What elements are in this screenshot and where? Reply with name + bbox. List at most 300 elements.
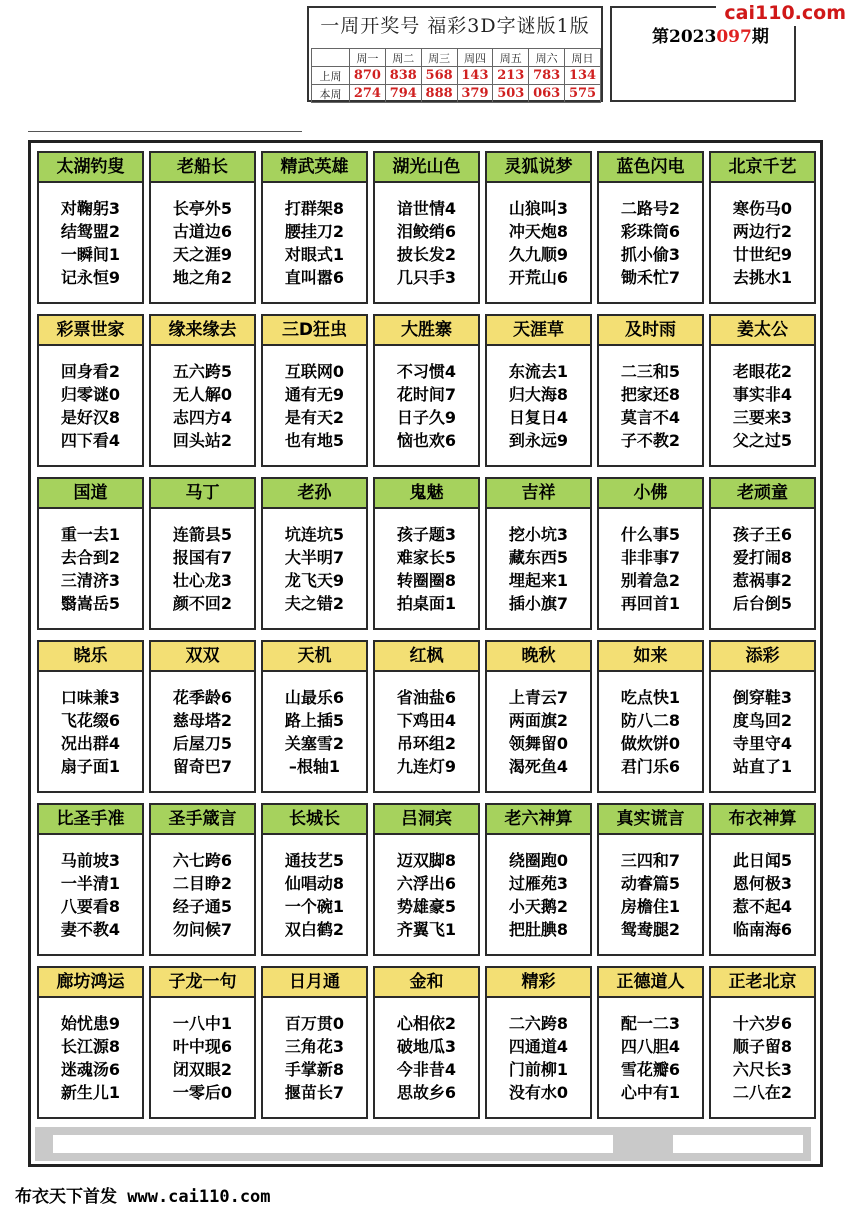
draw-number: 838 bbox=[385, 67, 421, 85]
riddle-line: 结鸳盟2 bbox=[60, 222, 121, 241]
riddle-line: 锄禾忙7 bbox=[620, 268, 681, 287]
riddle-lines bbox=[487, 197, 590, 289]
riddle-line: 二八在2 bbox=[732, 1083, 793, 1102]
riddle-line: 通技艺5 bbox=[284, 851, 345, 870]
day-header: 周一 bbox=[350, 49, 386, 67]
riddle-cell bbox=[261, 640, 368, 793]
riddle-line: 两边行2 bbox=[732, 222, 793, 241]
riddle-line: 日子久9 bbox=[396, 408, 457, 427]
riddle-cell-title: 姜太公 bbox=[711, 316, 814, 346]
riddle-lines bbox=[487, 849, 590, 941]
riddle-line: 站直了1 bbox=[732, 757, 793, 776]
riddle-line: 什么事5 bbox=[620, 525, 681, 544]
riddle-lines bbox=[487, 523, 590, 615]
riddle-line: –根轴1 bbox=[288, 757, 341, 776]
riddle-line: 报国有7 bbox=[172, 548, 233, 567]
riddle-line: 破地瓜3 bbox=[396, 1037, 457, 1056]
riddle-cell bbox=[373, 151, 480, 304]
riddle-line: 再回首1 bbox=[620, 594, 681, 613]
riddle-cell bbox=[37, 803, 144, 956]
riddle-cell-title: 灵狐说梦 bbox=[487, 153, 590, 183]
riddle-line: 做炊饼0 bbox=[620, 734, 681, 753]
riddle-lines bbox=[39, 523, 142, 615]
riddle-line: 度鸟回2 bbox=[732, 711, 793, 730]
riddle-line: 把家还8 bbox=[620, 385, 681, 404]
riddle-line: 二三和5 bbox=[620, 362, 681, 381]
riddle-line: 下鸡田4 bbox=[396, 711, 457, 730]
riddle-cell bbox=[261, 803, 368, 956]
riddle-cell-title: 真实谎言 bbox=[599, 805, 702, 835]
riddle-line: 坑连坑5 bbox=[284, 525, 345, 544]
riddle-line: 五六跨5 bbox=[172, 362, 233, 381]
riddle-line: 房檐住1 bbox=[620, 897, 681, 916]
riddle-line: 双白鹤2 bbox=[284, 920, 345, 939]
weekly-draw-title: 一周开奖号 福彩3D字谜版1版 bbox=[320, 15, 590, 37]
riddle-line: 无人解0 bbox=[172, 385, 233, 404]
riddle-cell-title: 金和 bbox=[375, 968, 478, 998]
riddle-line: 不习惯4 bbox=[396, 362, 457, 381]
footer-blank-right bbox=[673, 1135, 803, 1153]
riddle-cell bbox=[597, 966, 704, 1119]
riddle-line: 一八中1 bbox=[172, 1014, 233, 1033]
riddle-lines bbox=[151, 849, 254, 941]
riddle-line: 三角花3 bbox=[284, 1037, 345, 1056]
riddle-line: 配一二3 bbox=[620, 1014, 681, 1033]
riddle-cell-title: 正老北京 bbox=[711, 968, 814, 998]
riddle-line: 记永恒9 bbox=[60, 268, 121, 287]
riddle-line: 父之过5 bbox=[732, 431, 793, 450]
riddle-line: 插小旗7 bbox=[508, 594, 569, 613]
riddle-cell bbox=[709, 803, 816, 956]
riddle-line: 几只手3 bbox=[396, 268, 457, 287]
day-header: 周四 bbox=[457, 49, 493, 67]
riddle-lines bbox=[711, 197, 814, 289]
riddle-line: 二目睁2 bbox=[172, 874, 233, 893]
riddle-line: 花季龄6 bbox=[172, 688, 233, 707]
row-label: 上周 bbox=[312, 67, 350, 85]
riddle-line: 始忧患9 bbox=[60, 1014, 121, 1033]
riddle-lines bbox=[711, 360, 814, 452]
riddle-line: 孩子题3 bbox=[396, 525, 457, 544]
riddle-line: 上青云7 bbox=[508, 688, 569, 707]
riddle-line: 抓小偷3 bbox=[620, 245, 681, 264]
riddle-line: 留奇巴7 bbox=[172, 757, 233, 776]
riddle-line: 三四和7 bbox=[620, 851, 681, 870]
riddle-line: 连箭县5 bbox=[172, 525, 233, 544]
riddle-line: 谙世情4 bbox=[396, 199, 457, 218]
riddle-cell-title: 彩票世家 bbox=[39, 316, 142, 346]
riddle-line: 彩珠筒6 bbox=[620, 222, 681, 241]
riddle-line: 新生儿1 bbox=[60, 1083, 121, 1102]
riddle-line: 二六跨8 bbox=[508, 1014, 569, 1033]
riddle-lines bbox=[599, 849, 702, 941]
riddle-line: 颜不回2 bbox=[172, 594, 233, 613]
riddle-line: 三清济3 bbox=[60, 571, 121, 590]
riddle-line: 地之角2 bbox=[172, 268, 233, 287]
riddle-line: 寺里守4 bbox=[732, 734, 793, 753]
riddle-line: 临南海6 bbox=[732, 920, 793, 939]
riddle-line: 揠苗长7 bbox=[284, 1083, 345, 1102]
riddle-line: 久九顺9 bbox=[508, 245, 569, 264]
riddle-line: 迷魂汤6 bbox=[60, 1060, 121, 1079]
riddle-cell bbox=[485, 640, 592, 793]
riddle-line: 互联网0 bbox=[284, 362, 345, 381]
riddle-line: 开荒山6 bbox=[508, 268, 569, 287]
riddle-line: 君门乐6 bbox=[620, 757, 681, 776]
riddle-lines bbox=[375, 523, 478, 615]
riddle-cell-title: 晚秋 bbox=[487, 642, 590, 672]
weekly-draw-panel bbox=[307, 6, 603, 102]
riddle-line: 花时间7 bbox=[396, 385, 457, 404]
riddle-line: 天之涯9 bbox=[172, 245, 233, 264]
riddle-line: 八要看8 bbox=[60, 897, 121, 916]
riddle-line: 通有无9 bbox=[284, 385, 345, 404]
riddle-line: 打群架8 bbox=[284, 199, 345, 218]
draw-number: 575 bbox=[565, 85, 601, 103]
riddle-line: 领舞留0 bbox=[508, 734, 569, 753]
bottom-credit: 布衣天下首发 www.cai110.com bbox=[15, 1187, 271, 1207]
riddle-cell bbox=[597, 803, 704, 956]
riddle-lines bbox=[151, 686, 254, 778]
riddle-line: 拍桌面1 bbox=[396, 594, 457, 613]
riddle-cell bbox=[709, 966, 816, 1119]
riddle-line: 挖小坑3 bbox=[508, 525, 569, 544]
riddle-cell bbox=[373, 477, 480, 630]
day-header: 周三 bbox=[421, 49, 457, 67]
riddle-lines bbox=[39, 360, 142, 452]
riddle-line: 孩子王6 bbox=[732, 525, 793, 544]
riddle-line: 也有地5 bbox=[284, 431, 345, 450]
riddle-line: 长亭外5 bbox=[172, 199, 233, 218]
riddle-line: 两面旗2 bbox=[508, 711, 569, 730]
draw-number: 379 bbox=[457, 85, 493, 103]
riddle-cell-title: 吉祥 bbox=[487, 479, 590, 509]
day-header-row bbox=[312, 49, 601, 67]
riddle-line: 妻不教4 bbox=[60, 920, 121, 939]
riddle-cell bbox=[261, 151, 368, 304]
riddle-lines bbox=[375, 197, 478, 289]
riddle-cell-title: 日月通 bbox=[263, 968, 366, 998]
last-week-row bbox=[312, 67, 601, 85]
riddle-line: 慈母塔2 bbox=[172, 711, 233, 730]
riddle-line: 恼也欢6 bbox=[396, 431, 457, 450]
riddle-cell-title: 子龙一句 bbox=[151, 968, 254, 998]
riddle-cell bbox=[149, 151, 256, 304]
riddle-cell bbox=[149, 803, 256, 956]
riddle-line: 门前柳1 bbox=[508, 1060, 569, 1079]
riddle-line: 吊环组2 bbox=[396, 734, 457, 753]
riddle-line: 翳嵩岳5 bbox=[60, 594, 121, 613]
riddle-line: 省油盐6 bbox=[396, 688, 457, 707]
riddle-line: 子不教2 bbox=[620, 431, 681, 450]
riddle-cell-title: 晓乐 bbox=[39, 642, 142, 672]
riddle-lines bbox=[263, 197, 366, 289]
riddle-cell-title: 鬼魅 bbox=[375, 479, 478, 509]
riddle-line: 恩何极3 bbox=[732, 874, 793, 893]
riddle-cell-title: 吕洞宾 bbox=[375, 805, 478, 835]
riddle-line: 后台倒5 bbox=[732, 594, 793, 613]
riddle-cell bbox=[149, 640, 256, 793]
draw-number: 143 bbox=[457, 67, 493, 85]
riddle-cell bbox=[485, 477, 592, 630]
riddle-line: 难家长5 bbox=[396, 548, 457, 567]
riddle-line: 小天鹅2 bbox=[508, 897, 569, 916]
draw-number: 888 bbox=[421, 85, 457, 103]
riddle-line: 转圈圈8 bbox=[396, 571, 457, 590]
riddle-lines bbox=[711, 523, 814, 615]
riddle-lines bbox=[39, 1012, 142, 1104]
draw-number: 783 bbox=[529, 67, 565, 85]
riddle-line: 四八胆4 bbox=[620, 1037, 681, 1056]
riddle-cell bbox=[597, 477, 704, 630]
riddle-line: 古道边6 bbox=[172, 222, 233, 241]
riddle-line: 三要来3 bbox=[732, 408, 793, 427]
riddle-line: 山最乐6 bbox=[284, 688, 345, 707]
riddle-cell-title: 精彩 bbox=[487, 968, 590, 998]
riddle-line: 势雄豪5 bbox=[396, 897, 457, 916]
riddle-cell-title: 及时雨 bbox=[599, 316, 702, 346]
riddle-line: 六七跨6 bbox=[172, 851, 233, 870]
riddle-lines bbox=[711, 1012, 814, 1104]
draw-number: 503 bbox=[493, 85, 529, 103]
riddle-cell bbox=[37, 314, 144, 467]
weekly-draw-table bbox=[311, 48, 601, 103]
riddle-line: 今非昔4 bbox=[396, 1060, 457, 1079]
riddle-line: 手掌新8 bbox=[284, 1060, 345, 1079]
riddle-cell-title: 比圣手准 bbox=[39, 805, 142, 835]
riddle-line: 六浮出6 bbox=[396, 874, 457, 893]
riddle-cell-title: 蓝色闪电 bbox=[599, 153, 702, 183]
day-header: 周日 bbox=[565, 49, 601, 67]
day-header: 周五 bbox=[493, 49, 529, 67]
riddle-line: 直叫嚣6 bbox=[284, 268, 345, 287]
riddle-line: 藏东西5 bbox=[508, 548, 569, 567]
riddle-cell-title: 太湖钓叟 bbox=[39, 153, 142, 183]
riddle-line: 飞花缀6 bbox=[60, 711, 121, 730]
riddle-line: 志四方4 bbox=[172, 408, 233, 427]
issue-number: 097 bbox=[716, 27, 752, 47]
riddle-line: 日复日4 bbox=[508, 408, 569, 427]
riddle-cell-title: 老六神算 bbox=[487, 805, 590, 835]
riddle-line: 到永远9 bbox=[508, 431, 569, 450]
draw-number: 794 bbox=[385, 85, 421, 103]
riddle-line: 惹祸事2 bbox=[732, 571, 793, 590]
riddle-line: 别着急2 bbox=[620, 571, 681, 590]
riddle-cell-title: 国道 bbox=[39, 479, 142, 509]
riddle-line: 是有天2 bbox=[284, 408, 345, 427]
riddle-cell bbox=[597, 151, 704, 304]
riddle-cell-title: 长城长 bbox=[263, 805, 366, 835]
riddle-line: 惹不起4 bbox=[732, 897, 793, 916]
riddle-cell bbox=[709, 314, 816, 467]
riddle-line: 六尺长3 bbox=[732, 1060, 793, 1079]
riddle-cell bbox=[149, 477, 256, 630]
riddle-line: 叶中现6 bbox=[172, 1037, 233, 1056]
riddle-lines bbox=[487, 686, 590, 778]
footer-bar bbox=[35, 1127, 811, 1161]
riddle-line: 回头站2 bbox=[172, 431, 233, 450]
riddle-line: 腰挂刀2 bbox=[284, 222, 345, 241]
riddle-line: 归大海8 bbox=[508, 385, 569, 404]
riddle-cell-title: 如来 bbox=[599, 642, 702, 672]
riddle-cell-title: 老船长 bbox=[151, 153, 254, 183]
riddle-cell bbox=[37, 640, 144, 793]
riddle-cell-title: 老孙 bbox=[263, 479, 366, 509]
riddle-line: 四通道4 bbox=[508, 1037, 569, 1056]
riddle-lines bbox=[375, 849, 478, 941]
riddle-line: 齐翼飞1 bbox=[396, 920, 457, 939]
riddle-lines bbox=[375, 1012, 478, 1104]
riddle-cell bbox=[485, 151, 592, 304]
riddle-cell-title: 天涯草 bbox=[487, 316, 590, 346]
riddle-line: 回身看2 bbox=[60, 362, 121, 381]
riddle-cell bbox=[373, 640, 480, 793]
riddle-line: 路上插5 bbox=[284, 711, 345, 730]
riddle-line: 闭双眼2 bbox=[172, 1060, 233, 1079]
riddle-cell bbox=[709, 477, 816, 630]
riddle-line: 经子通5 bbox=[172, 897, 233, 916]
site-logo: cai110.com bbox=[716, 0, 850, 26]
riddle-lines bbox=[263, 849, 366, 941]
riddle-cell-title: 北京千艺 bbox=[711, 153, 814, 183]
issue-suffix: 期 bbox=[751, 27, 769, 47]
riddle-line: 是好汉8 bbox=[60, 408, 121, 427]
riddle-lines bbox=[599, 360, 702, 452]
riddle-cell bbox=[709, 151, 816, 304]
riddle-line: 埋起来1 bbox=[508, 571, 569, 590]
riddle-cell bbox=[373, 966, 480, 1119]
riddle-lines bbox=[599, 197, 702, 289]
row-label: 本周 bbox=[312, 85, 350, 103]
riddle-cell-title: 湖光山色 bbox=[375, 153, 478, 183]
draw-number: 063 bbox=[529, 85, 565, 103]
riddle-cell bbox=[485, 803, 592, 956]
riddle-line: 去挑水1 bbox=[732, 268, 793, 287]
day-header: 周六 bbox=[529, 49, 565, 67]
riddle-cell bbox=[37, 477, 144, 630]
this-week-row bbox=[312, 85, 601, 103]
riddle-lines bbox=[39, 197, 142, 289]
riddle-cell bbox=[149, 314, 256, 467]
riddle-line: 此日闻5 bbox=[732, 851, 793, 870]
riddle-lines bbox=[263, 360, 366, 452]
riddle-line: 对眼式1 bbox=[284, 245, 345, 264]
riddle-line: 东流去1 bbox=[508, 362, 569, 381]
riddle-line: 长江源8 bbox=[60, 1037, 121, 1056]
riddle-line: 渴死鱼4 bbox=[508, 757, 569, 776]
riddle-line: 百万贯0 bbox=[284, 1014, 345, 1033]
riddle-line: 重一去1 bbox=[60, 525, 121, 544]
draw-number: 213 bbox=[493, 67, 529, 85]
riddle-line: 一半清1 bbox=[60, 874, 121, 893]
riddle-line: 过雁苑3 bbox=[508, 874, 569, 893]
draw-number: 568 bbox=[421, 67, 457, 85]
riddle-line: 扇子面1 bbox=[60, 757, 121, 776]
riddle-line: 泪鲛绡6 bbox=[396, 222, 457, 241]
riddle-cell-title: 布衣神算 bbox=[711, 805, 814, 835]
issue-prefix: 第2023 bbox=[652, 27, 717, 47]
riddle-cell-title: 圣手箴言 bbox=[151, 805, 254, 835]
riddle-line: 关塞雪2 bbox=[284, 734, 345, 753]
riddle-cell bbox=[485, 314, 592, 467]
riddle-line: 一瞬间1 bbox=[60, 245, 121, 264]
riddle-line: 顺子留8 bbox=[732, 1037, 793, 1056]
riddle-line: 没有水0 bbox=[508, 1083, 569, 1102]
riddle-line: 动睿篇5 bbox=[620, 874, 681, 893]
riddle-cell-title: 廊坊鸿运 bbox=[39, 968, 142, 998]
footer-blank-left bbox=[53, 1135, 613, 1153]
riddle-lines bbox=[599, 1012, 702, 1104]
riddle-cell bbox=[485, 966, 592, 1119]
riddle-line: 防八二8 bbox=[620, 711, 681, 730]
riddle-line: 九连灯9 bbox=[396, 757, 457, 776]
riddle-line: 莫言不4 bbox=[620, 408, 681, 427]
riddle-cell-title: 老顽童 bbox=[711, 479, 814, 509]
riddle-line: 心相依2 bbox=[396, 1014, 457, 1033]
riddle-line: 寒伤马0 bbox=[732, 199, 793, 218]
riddle-cell-title: 缘来缘去 bbox=[151, 316, 254, 346]
riddle-cell-title: 马丁 bbox=[151, 479, 254, 509]
riddle-lines bbox=[375, 360, 478, 452]
draw-number: 134 bbox=[565, 67, 601, 85]
riddle-line: 勿问候7 bbox=[172, 920, 233, 939]
riddle-line: 十六岁6 bbox=[732, 1014, 793, 1033]
riddle-line: 老眼花2 bbox=[732, 362, 793, 381]
riddle-line: 壮心龙3 bbox=[172, 571, 233, 590]
riddle-line: 对鞠躬3 bbox=[60, 199, 121, 218]
riddle-line: 披长发2 bbox=[396, 245, 457, 264]
riddle-line: 迈双脚8 bbox=[396, 851, 457, 870]
riddle-cell-title: 小佛 bbox=[599, 479, 702, 509]
riddle-lines bbox=[151, 197, 254, 289]
riddle-lines bbox=[263, 1012, 366, 1104]
riddle-lines bbox=[263, 686, 366, 778]
riddle-line: 四下看4 bbox=[60, 431, 121, 450]
riddle-cell bbox=[261, 477, 368, 630]
riddle-line: 去合到2 bbox=[60, 548, 121, 567]
riddle-line: 爱打闹8 bbox=[732, 548, 793, 567]
riddle-lines bbox=[39, 686, 142, 778]
riddle-line: 鸳鸯腿2 bbox=[620, 920, 681, 939]
riddle-cell bbox=[37, 151, 144, 304]
draw-number: 274 bbox=[350, 85, 386, 103]
riddle-lines bbox=[487, 360, 590, 452]
riddle-lines bbox=[151, 523, 254, 615]
riddle-line: 雪花瓣6 bbox=[620, 1060, 681, 1079]
riddle-lines bbox=[599, 523, 702, 615]
riddle-line: 事实非4 bbox=[732, 385, 793, 404]
riddle-line: 山狼叫3 bbox=[508, 199, 569, 218]
riddle-cell bbox=[261, 966, 368, 1119]
riddle-line: 把肚腆8 bbox=[508, 920, 569, 939]
riddle-cell-title: 天机 bbox=[263, 642, 366, 672]
riddle-cell bbox=[597, 640, 704, 793]
riddle-lines bbox=[711, 686, 814, 778]
riddle-cell bbox=[261, 314, 368, 467]
riddle-cell-title: 精武英雄 bbox=[263, 153, 366, 183]
riddle-line: 归零谜0 bbox=[60, 385, 121, 404]
riddle-cell bbox=[597, 314, 704, 467]
riddle-line: 马前坡3 bbox=[60, 851, 121, 870]
divider bbox=[28, 131, 302, 132]
riddle-line: 冲天炮8 bbox=[508, 222, 569, 241]
riddle-line: 倒穿鞋3 bbox=[732, 688, 793, 707]
riddle-line: 后屋刀5 bbox=[172, 734, 233, 753]
riddle-line: 二路号2 bbox=[620, 199, 681, 218]
riddle-cell-title: 红枫 bbox=[375, 642, 478, 672]
riddle-lines bbox=[263, 523, 366, 615]
riddle-cell bbox=[373, 803, 480, 956]
